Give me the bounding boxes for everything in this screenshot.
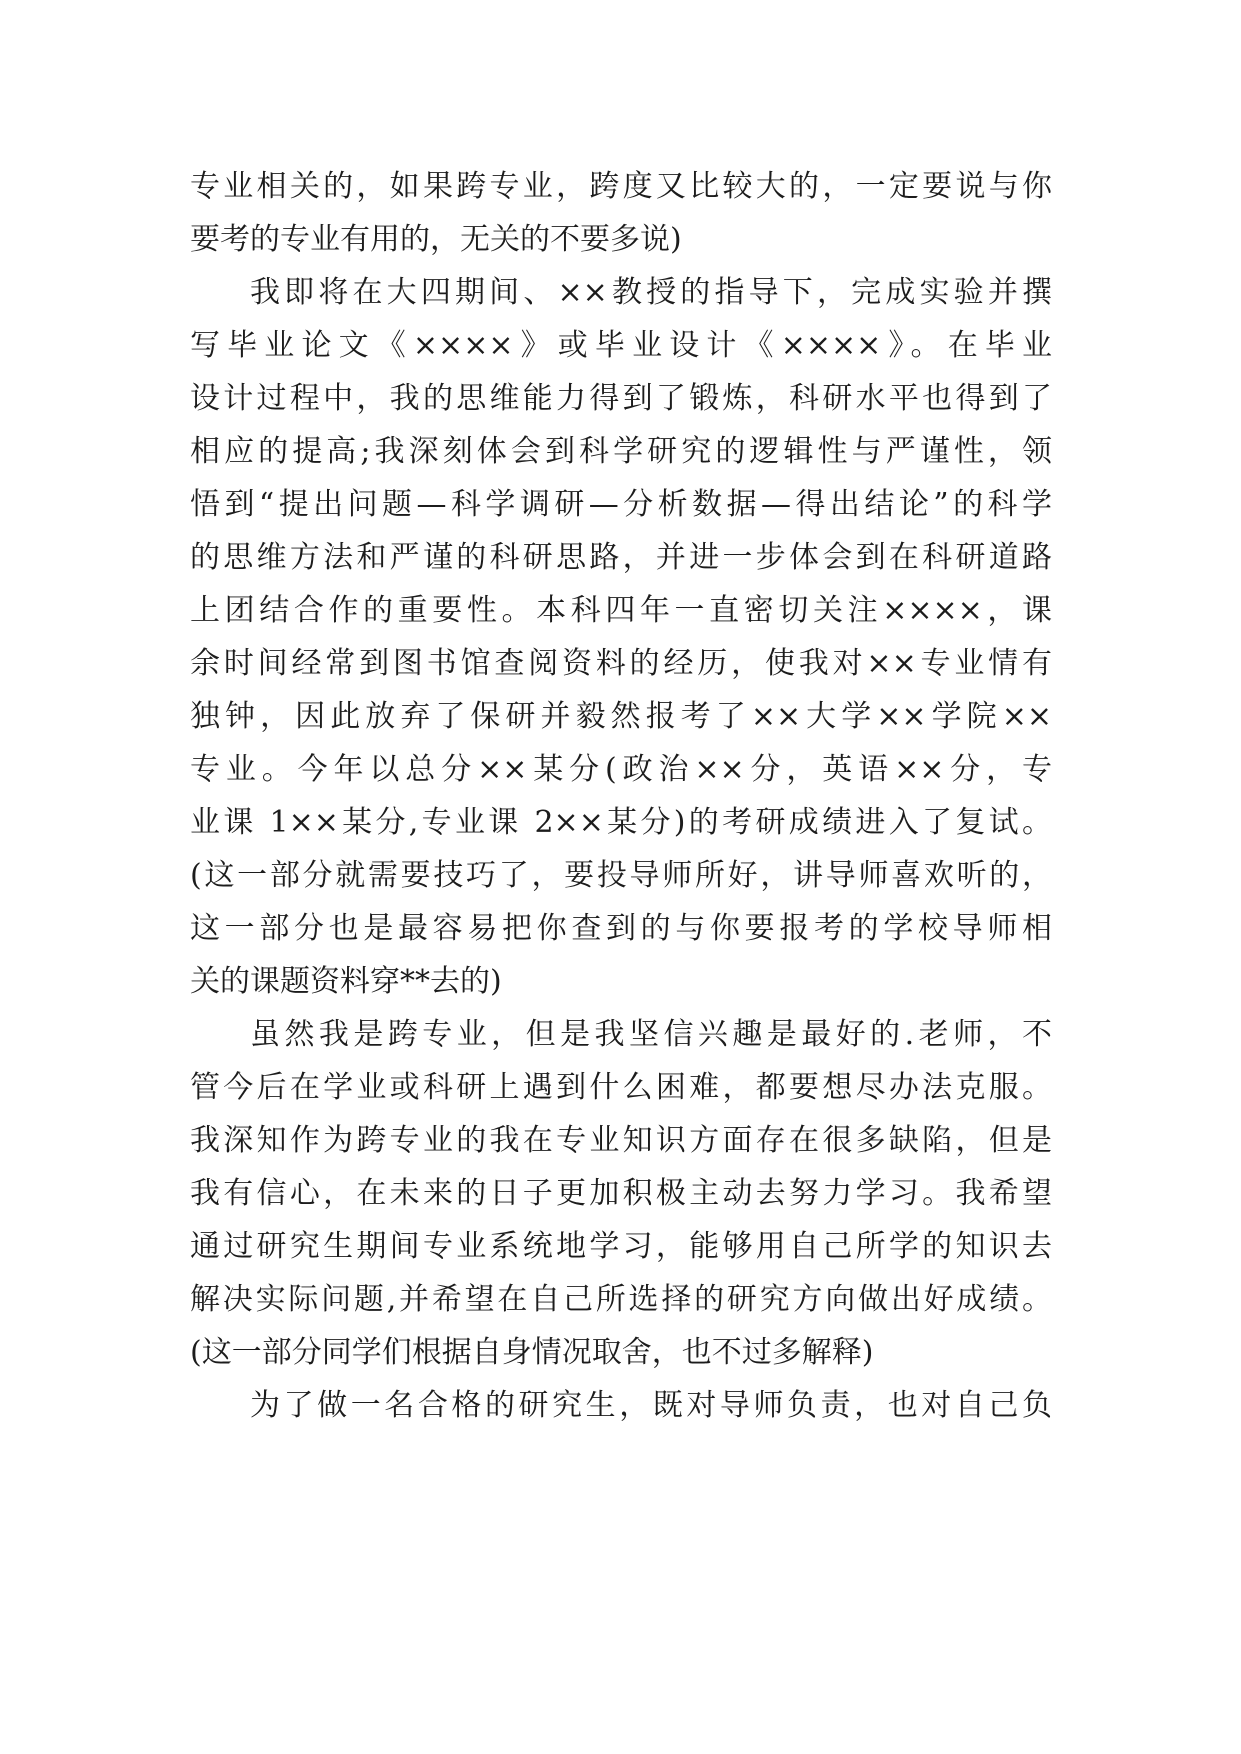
body-text-line: 我有信心，在未来的日子更加积极主动去努力学习。我希望 [190, 1176, 1052, 1211]
body-text-line: 悟到“提出问题—科学调研—分析数据—得出结论”的科学 [190, 487, 1052, 522]
body-text-line: 解决实际问题,并希望在自己所选择的研究方向做出好成绩。 [190, 1282, 1052, 1317]
body-text-line: 虽然我是跨专业，但是我坚信兴趣是最好的.老师，不 [250, 1017, 1052, 1052]
document-body [190, 160, 1052, 1432]
body-text-line: 我深知作为跨专业的我在专业知识方面存在很多缺陷，但是 [190, 1123, 1052, 1158]
paragraph [190, 1379, 1052, 1432]
body-text-line: 设计过程中，我的思维能力得到了锻炼，科研水平也得到了 [190, 381, 1052, 416]
paragraph [190, 1008, 1052, 1379]
body-text-line: (这一部分同学们根据自身情况取舍，也不过多解释) [190, 1335, 874, 1370]
body-text-line: 专业。今年以总分××某分(政治××分，英语××分，专 [190, 752, 1052, 787]
body-text-line: 这一部分也是最容易把你查到的与你要报考的学校导师相 [190, 911, 1052, 946]
body-text-line: 要考的专业有用的，无关的不要多说) [190, 222, 682, 257]
body-text-line: 相应的提高;我深刻体会到科学研究的逻辑性与严谨性，领 [190, 434, 1052, 469]
body-text-line: 余时间经常到图书馆查阅资料的经历，使我对××专业情有 [190, 646, 1052, 681]
body-text-line: 我即将在大四期间、××教授的指导下，完成实验并撰 [250, 275, 1052, 310]
body-text-line: 业课 1××某分,专业课 2××某分)的考研成绩进入了复试。 [190, 805, 1052, 840]
body-text-line: 通过研究生期间专业系统地学习，能够用自己所学的知识去 [190, 1229, 1052, 1264]
body-text-line: 的思维方法和严谨的科研思路，并进一步体会到在科研道路 [190, 540, 1052, 575]
body-text-line: 为了做一名合格的研究生，既对导师负责，也对自己负 [250, 1388, 1052, 1423]
body-text-line: (这一部分就需要技巧了，要投导师所好，讲导师喜欢听的， [190, 858, 1052, 893]
paragraph [190, 266, 1052, 1008]
body-text-line: 管今后在学业或科研上遇到什么困难，都要想尽办法克服。 [190, 1070, 1052, 1105]
body-text-line: 独钟，因此放弃了保研并毅然报考了××大学××学院×× [190, 699, 1052, 734]
body-text-line: 上团结合作的重要性。本科四年一直密切关注××××，课 [190, 593, 1052, 628]
body-text-line: 写毕业论文《××××》或毕业设计《××××》。在毕业 [190, 328, 1052, 363]
body-text-line: 关的课题资料穿**去的) [190, 964, 502, 999]
body-text-line: 专业相关的，如果跨专业，跨度又比较大的，一定要说与你 [190, 169, 1052, 204]
paragraph [190, 160, 1052, 266]
